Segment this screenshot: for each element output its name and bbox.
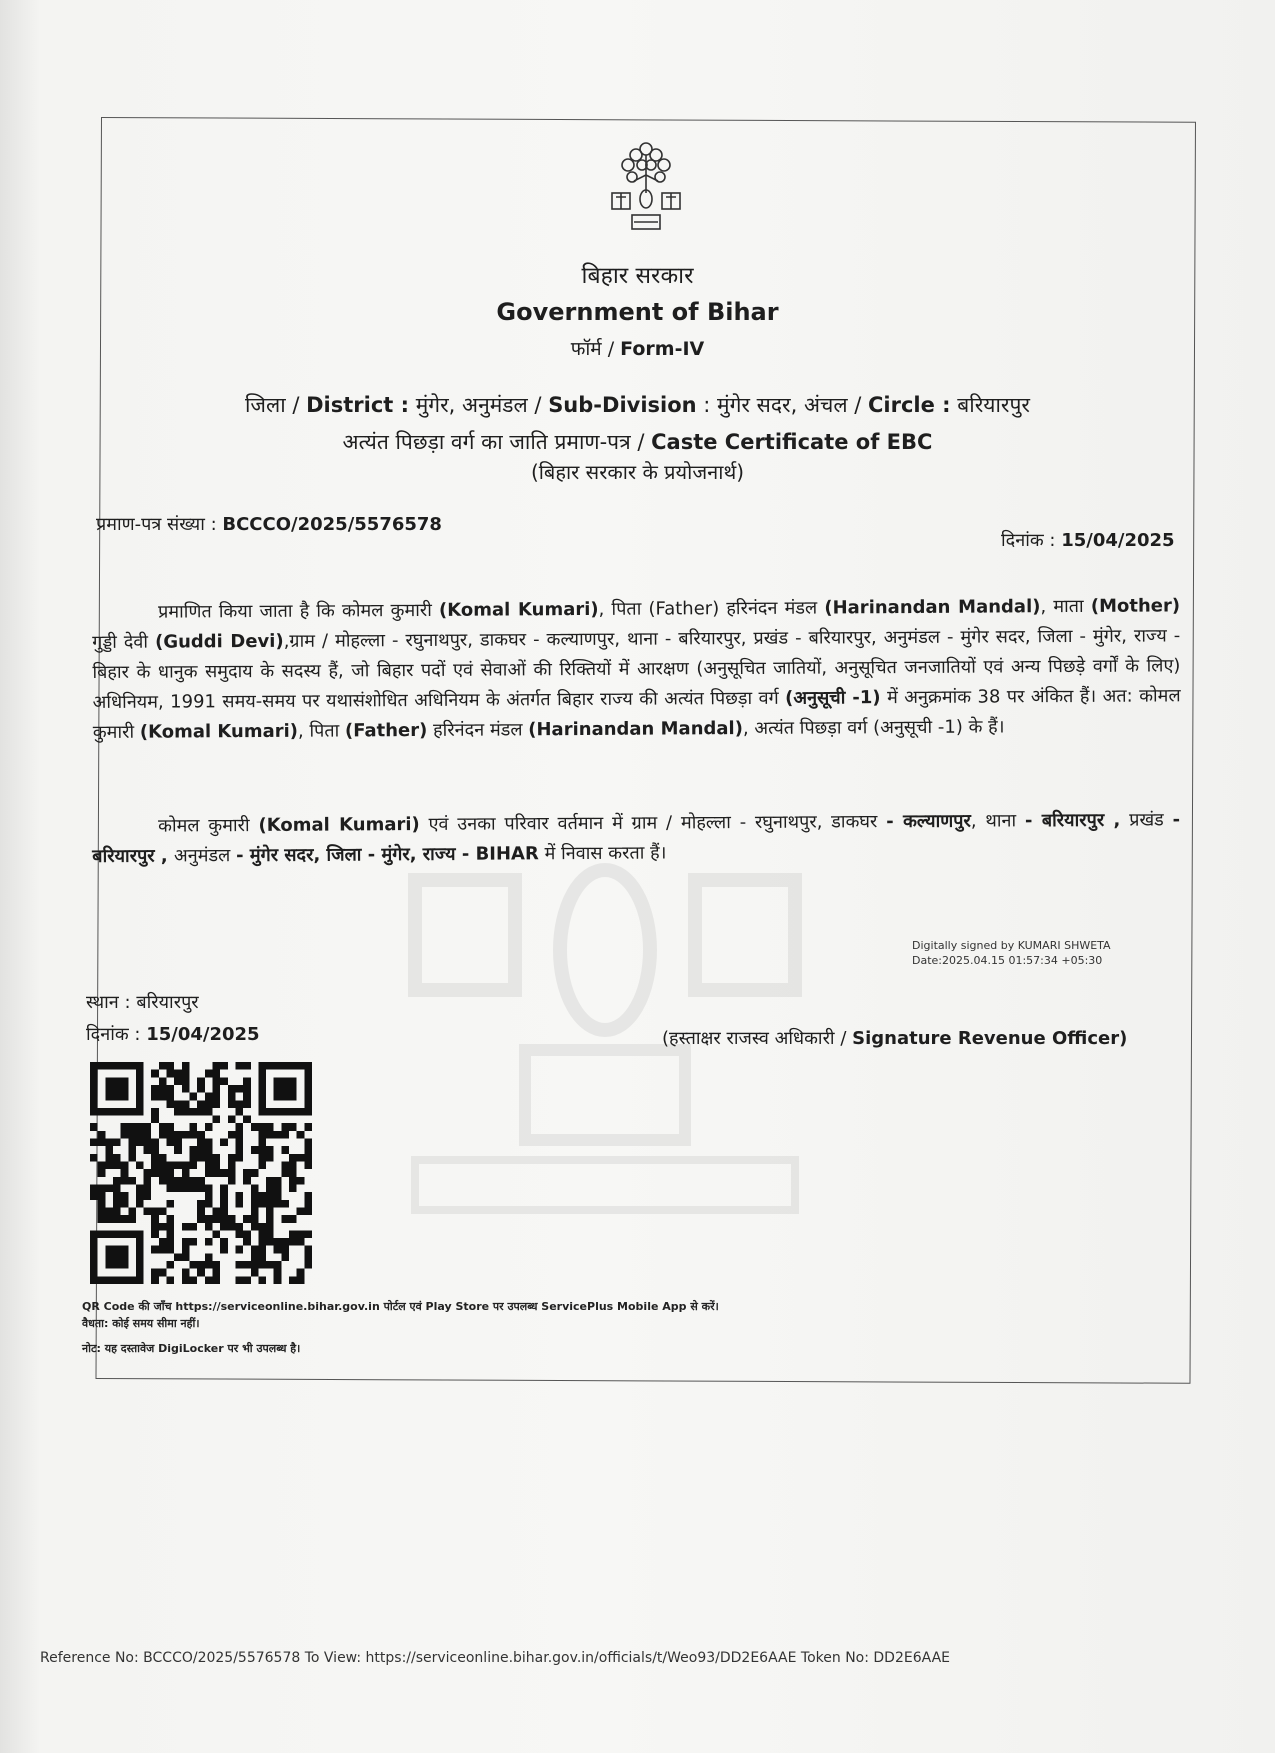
signature-label-english: Signature Revenue Officer) — [852, 1028, 1128, 1049]
body-text-bold: BIHAR — [475, 843, 539, 865]
digital-signature-stamp — [912, 938, 1111, 968]
body-text-bold: (Guddi Devi) — [155, 630, 284, 653]
form-label-english: Form-IV — [620, 338, 705, 360]
certificate-title-hindi: अत्यंत पिछड़ा वर्ग का जाति प्रमाण-पत्र / — [342, 430, 652, 454]
signing-date — [86, 1022, 260, 1046]
body-text-bold: (अनुसूची -1) — [785, 687, 881, 709]
issue-date — [1001, 528, 1175, 552]
government-title-hindi: बिहार सरकार — [581, 263, 694, 289]
qr-verification-note: QR Code की जाँच https://serviceonline.bihar.gov.in पोर्टल एवं Play Store पर उपलब्ध ServicePlus Mobile App से करें। — [82, 1300, 719, 1313]
body-text: , माता — [1040, 595, 1091, 618]
body-text: कोमल कुमारी — [158, 814, 259, 837]
subdivision-label: Sub-Division — [548, 393, 697, 417]
body-text: , अत्यंत पिछड़ा वर्ग (अनुसूची -1) के हैं। — [742, 716, 1005, 740]
body-text: हरिनंदन मंडल — [427, 719, 529, 741]
body-text: गुड्डी देवी — [92, 631, 156, 653]
body-text: प्रमाणित किया जाता है कि कोमल कुमारी — [158, 599, 440, 623]
body-text: ,ग्राम / मोहल्ला - रघुनाथपुर, डाकघर - कल्याणपुर, थाना - बरियारपुर, प्रखंड - बरियारपुर, अनुमंडल - मुंगेर सदर, जिला - मुंगेर, राज्य - बिहार के धानुक समुदाय के सदस्य हैं, जो बिहार पदों एवं सेवाओं की रिक्तियों में आरक्षण (अनुसूचित जातियों, अनुसूचित जनजातियों एवं अन्य पिछड़े वर्गों के लिए) अधिनियम, 1991 समय-समय पर यथासंशोधित अधिनियम के अंतर्गत बिहार राज्य की अत्यंत पिछड़ा वर्ग — [92, 625, 1181, 713]
body-text-bold: (Father) — [344, 719, 428, 742]
certificate-number — [96, 512, 442, 536]
signature-label-hindi: (हस्ताक्षर राजस्व अधिकारी / — [662, 1028, 853, 1049]
qr-code-icon — [90, 1062, 312, 1284]
circle-label: Circle : — [868, 393, 951, 417]
certificate-purpose: (बिहार सरकार के प्रयोजनार्थ) — [530, 460, 745, 484]
circle-value: बरियारपुर — [950, 393, 1031, 417]
certificate-title-english: Caste Certificate of EBC — [651, 430, 933, 454]
body-text: में अनुक्रमांक 38 पर अंकित हैं। अत: कोमल कुमारी — [92, 685, 1181, 743]
bihar-government-emblem-icon — [598, 135, 694, 235]
body-text-bold: (Harinandan Mandal) — [824, 596, 1041, 619]
digital-signature-signer: Digitally signed by KUMARI SHWETA — [912, 939, 1111, 952]
body-text-bold: - कल्याणपुर — [886, 810, 971, 833]
body-text-bold: - मुंगेर सदर, जिला - मुंगेर, राज्य - — [236, 843, 476, 867]
validity-note: वैधता: कोई समय सीमा नहीं। — [82, 1317, 200, 1330]
body-text: एवं उनका परिवार वर्तमान में ग्राम / मोहल्ला - रघुनाथपुर, डाकघर — [419, 811, 887, 835]
issue-date-value: 15/04/2025 — [1061, 530, 1175, 551]
signing-date-value: 15/04/2025 — [146, 1024, 260, 1045]
digilocker-note: नोट: यह दस्तावेज DigiLocker पर भी उपलब्ध है। — [82, 1342, 301, 1355]
body-text-bold: (Harinandan Mandal) — [528, 718, 743, 741]
reference-footer: Reference No: BCCCO/2025/5576578 To View: https://serviceonline.bihar.gov.in/officials/t/Weo93/DD2E6AAE Token No: DD2E6AAE — [40, 1650, 951, 1666]
body-text: में निवास करता हैं। — [538, 842, 667, 865]
place-label: स्थान : — [86, 992, 137, 1013]
issue-date-label: दिनांक : — [1001, 530, 1062, 551]
body-text-bold: (Mother) — [1090, 595, 1181, 617]
district-label-hindi: जिला / — [244, 393, 307, 417]
certificate-number-value: BCCCO/2025/5576578 — [222, 514, 442, 535]
body-text-bold: - बरियारपुर , — [1024, 809, 1121, 832]
signing-date-label: दिनांक : — [86, 1024, 147, 1045]
digital-signature-date: Date:2025.04.15 01:57:34 +05:30 — [912, 954, 1103, 967]
body-text: , पिता (Father) हरिनंदन मंडल — [598, 597, 825, 620]
location-line — [0, 391, 1275, 419]
body-text: , थाना — [970, 810, 1026, 832]
body-text-bold: (Komal Kumari) — [139, 720, 299, 743]
certificate-title — [0, 428, 1275, 456]
signature-label — [662, 1026, 1127, 1050]
residence-paragraph — [92, 805, 1180, 872]
place-value: बरियारपुर — [136, 992, 199, 1013]
body-text: अनुमंडल — [173, 845, 237, 867]
form-number — [0, 335, 1275, 361]
place — [86, 990, 199, 1014]
certificate-number-label: प्रमाण-पत्र संख्या : — [96, 514, 223, 535]
body-text-bold: (Komal Kumari) — [438, 598, 599, 621]
government-title-english: Government of Bihar — [496, 298, 779, 326]
certificate-body-paragraph — [92, 591, 1181, 748]
body-text-bold: - बरियारपुर , — [92, 809, 1181, 867]
body-text: प्रखंड — [1120, 809, 1173, 831]
body-text: , पिता — [297, 720, 346, 742]
district-label: District : — [306, 393, 410, 417]
form-label-hindi: फॉर्म / — [570, 338, 621, 360]
body-text-bold: (Komal Kumari) — [258, 813, 420, 836]
subdivision-value: : मुंगेर सदर, अंचल / — [696, 393, 869, 417]
district-value: मुंगेर, अनुमंडल / — [409, 393, 549, 417]
